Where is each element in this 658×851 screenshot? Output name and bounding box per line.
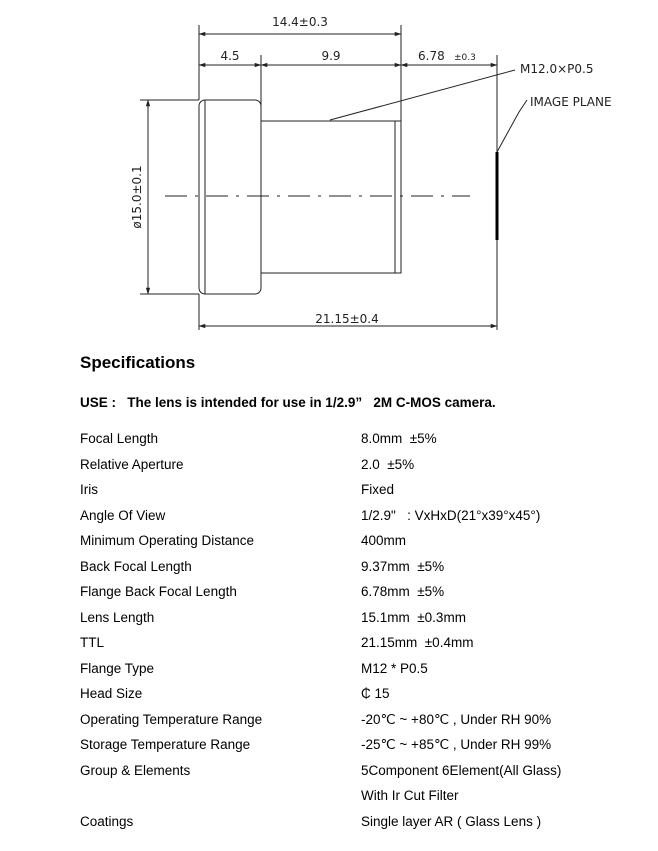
spec-row	[80, 661, 640, 687]
spec-value: 6.78mm ±5%	[361, 584, 445, 599]
spec-row	[80, 482, 640, 508]
thread-label: M12.0×P0.5	[520, 62, 594, 76]
spec-value: 5Component 6Element(All Glass)	[361, 762, 562, 778]
spec-row	[80, 788, 640, 814]
spec-value: 400mm	[361, 533, 407, 548]
spec-row	[80, 457, 640, 483]
spec-value: Single layer AR ( Glass Lens )	[361, 813, 542, 829]
spec-name: Focal Length	[80, 431, 159, 446]
spec-value: 8.0mm ±5%	[361, 431, 437, 446]
spec-row	[80, 584, 640, 610]
use-label: USE :	[80, 395, 117, 410]
spec-name: Relative Aperture	[80, 456, 184, 472]
lens-head-outline	[199, 100, 261, 294]
spec-name: TTL	[80, 635, 105, 650]
spec-value: 21.15mm ±0.4mm	[361, 635, 474, 650]
spec-name: Group & Elements	[80, 762, 191, 778]
spec-name: Coatings	[80, 813, 134, 829]
dim-total-top-label: 14.4±0.3	[272, 15, 328, 29]
dim-bfl-tolerance: ±0.3	[454, 53, 476, 63]
spec-row	[80, 508, 640, 534]
image-plane-label: IMAGE PLANE	[530, 95, 612, 109]
spec-row	[80, 737, 640, 763]
spec-row	[80, 814, 640, 840]
lens-technical-drawing	[0, 0, 658, 340]
spec-name: Flange Back Focal Length	[80, 584, 237, 599]
spec-name: Iris	[80, 482, 98, 497]
dim-body-label: 9.9	[321, 49, 341, 63]
spec-value: -20℃ ~ +80℃ , Under RH 90%	[361, 711, 552, 727]
spec-value: 2.0 ±5%	[361, 456, 415, 472]
spec-row	[80, 635, 640, 661]
specifications-table	[80, 431, 640, 839]
spec-name: Lens Length	[80, 609, 155, 625]
spec-row	[80, 559, 640, 585]
spec-name: Head Size	[80, 686, 143, 701]
dim-head-label: 4.5	[220, 49, 240, 63]
spec-value: Fixed	[361, 482, 395, 497]
image-plane-leader-line	[497, 100, 527, 152]
spec-value: With Ir Cut Filter	[361, 788, 459, 803]
use-text: The lens is intended for use in 1/2.9” 2M C-MOS camera.	[127, 395, 496, 410]
spec-value: 15.1mm ±0.3mm	[361, 609, 466, 625]
dim-ttl-label: 21.15±0.4	[315, 312, 379, 326]
spec-value: 1/2.9" : VxHxD(21°x39°x45°)	[361, 507, 541, 523]
spec-name: Operating Temperature Range	[80, 711, 263, 727]
spec-row	[80, 712, 640, 738]
specifications-heading: Specifications	[80, 353, 196, 372]
diameter-label: ø15.0±0.1	[130, 165, 144, 229]
lens-barrel-outline	[261, 121, 401, 273]
spec-row	[80, 431, 640, 457]
spec-row	[80, 610, 640, 636]
spec-value: ₵ 15	[361, 686, 390, 701]
spec-name: Back Focal Length	[80, 558, 192, 574]
spec-name: Minimum Operating Distance	[80, 533, 255, 548]
thread-leader-line	[330, 70, 515, 120]
use-statement	[80, 395, 496, 410]
spec-row	[80, 763, 640, 789]
spec-value: M12 * P0.5	[361, 660, 428, 676]
dim-bfl-label: 6.78	[418, 49, 445, 63]
spec-name: Angle Of View	[80, 507, 166, 523]
spec-row	[80, 686, 640, 712]
spec-name: Storage Temperature Range	[80, 737, 251, 752]
spec-value: -25℃ ~ +85℃ , Under RH 99%	[361, 737, 552, 752]
spec-name: Flange Type	[80, 660, 155, 676]
spec-row	[80, 533, 640, 559]
spec-value: 9.37mm ±5%	[361, 558, 445, 574]
